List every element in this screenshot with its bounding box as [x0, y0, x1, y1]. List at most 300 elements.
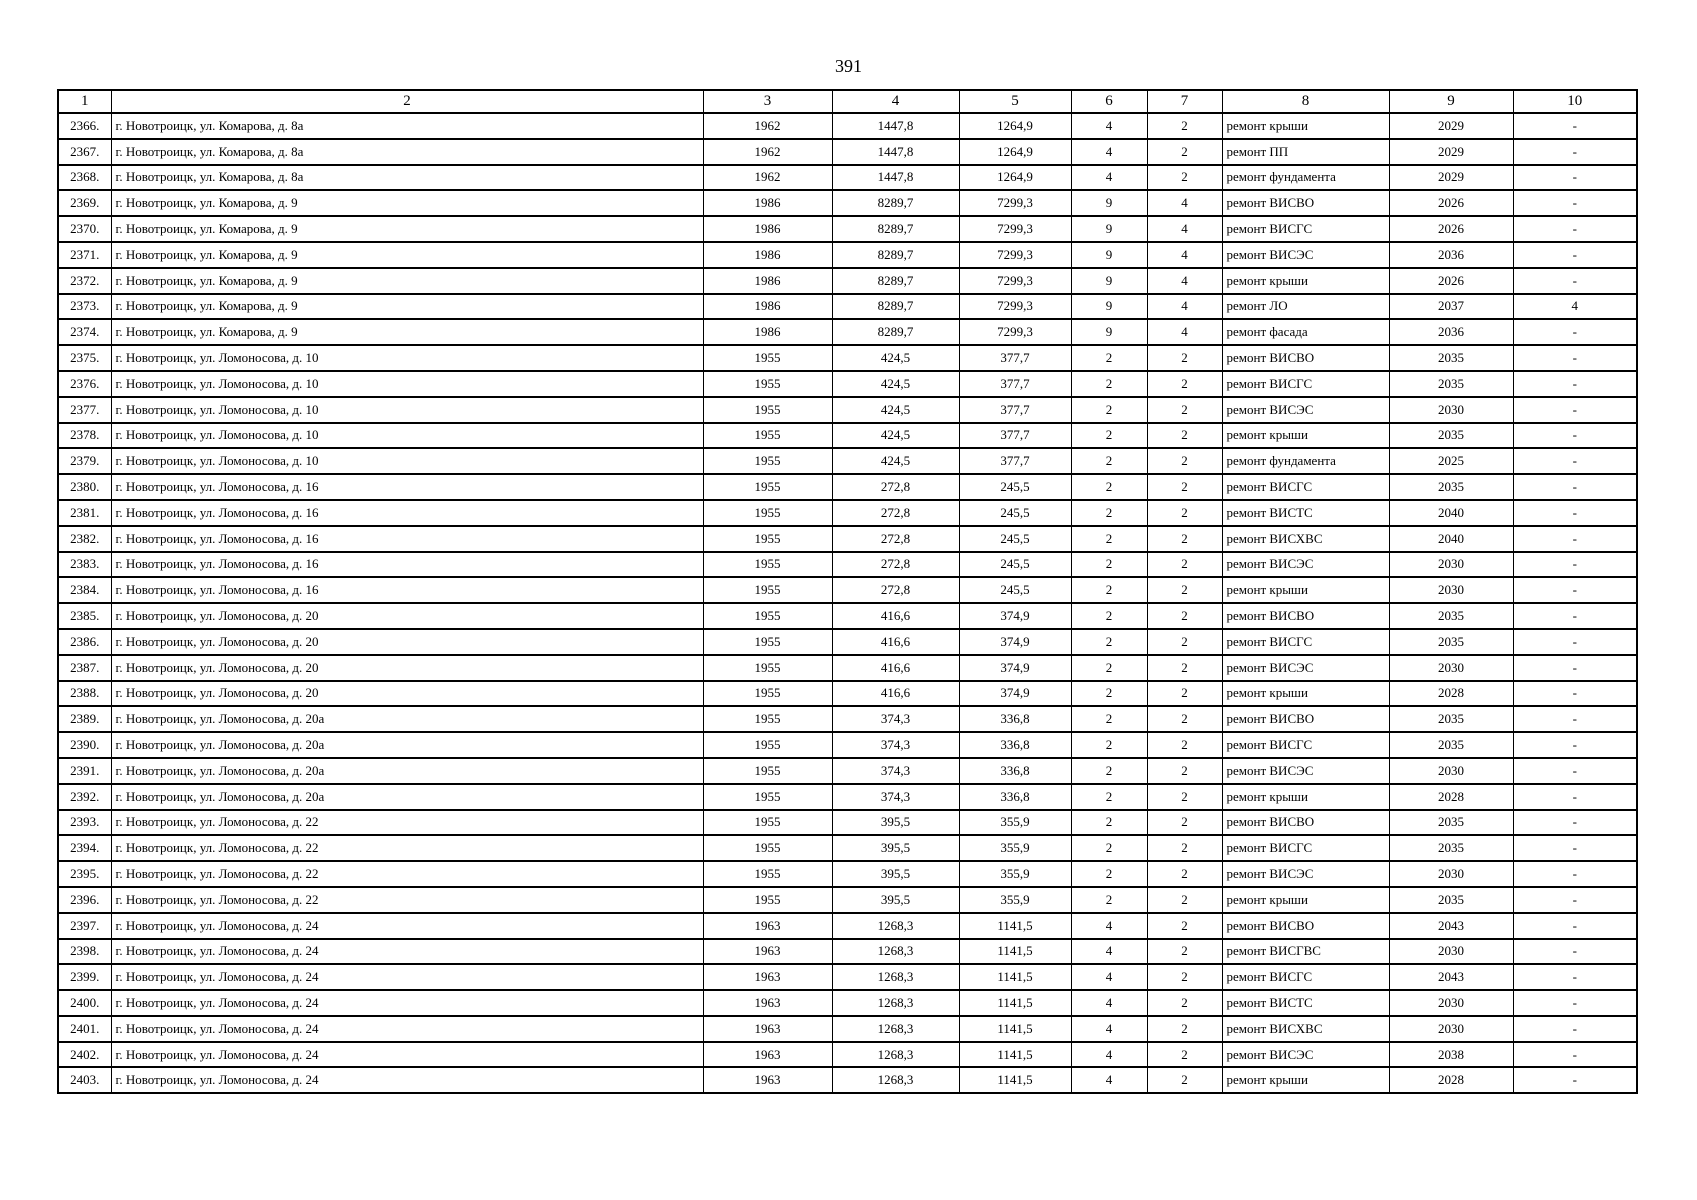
extra-value-cell: - [1513, 810, 1637, 836]
extra-value-cell: - [1513, 758, 1637, 784]
planned-year-cell: 2035 [1389, 603, 1513, 629]
living-area-cell: 1264,9 [959, 165, 1071, 191]
total-area-cell: 272,8 [832, 474, 959, 500]
planned-year-cell: 2029 [1389, 139, 1513, 165]
living-area-cell: 1141,5 [959, 939, 1071, 965]
total-area-cell: 1268,3 [832, 913, 959, 939]
floors-cell: 2 [1071, 655, 1147, 681]
work-type-cell: ремонт фундамента [1222, 448, 1389, 474]
col-floors-header: 6 [1071, 90, 1147, 113]
row-number-cell: 2397. [58, 913, 111, 939]
planned-year-cell: 2036 [1389, 242, 1513, 268]
extra-value-cell: - [1513, 268, 1637, 294]
work-type-cell: ремонт ВИСЭС [1222, 861, 1389, 887]
planned-year-cell: 2035 [1389, 887, 1513, 913]
work-type-cell: ремонт ЛО [1222, 294, 1389, 320]
table-row [58, 629, 1637, 655]
extra-value-cell: - [1513, 500, 1637, 526]
work-type-cell: ремонт ВИСЭС [1222, 552, 1389, 578]
address-cell: г. Новотроицк, ул. Ломоносова, д. 24 [111, 1042, 703, 1068]
entrances-cell: 2 [1147, 835, 1222, 861]
planned-year-cell: 2028 [1389, 681, 1513, 707]
entrances-cell: 2 [1147, 681, 1222, 707]
extra-value-cell: - [1513, 887, 1637, 913]
planned-year-cell: 2043 [1389, 913, 1513, 939]
extra-value-cell: - [1513, 577, 1637, 603]
build-year-cell: 1955 [703, 810, 832, 836]
row-number-cell: 2367. [58, 139, 111, 165]
row-number-cell: 2399. [58, 964, 111, 990]
table-row [58, 397, 1637, 423]
address-cell: г. Новотроицк, ул. Ломоносова, д. 10 [111, 423, 703, 449]
table-row [58, 784, 1637, 810]
build-year-cell: 1962 [703, 165, 832, 191]
total-area-cell: 424,5 [832, 371, 959, 397]
extra-value-cell: 4 [1513, 294, 1637, 320]
extra-value-cell: - [1513, 629, 1637, 655]
floors-cell: 2 [1071, 758, 1147, 784]
living-area-cell: 336,8 [959, 758, 1071, 784]
floors-cell: 4 [1071, 139, 1147, 165]
row-number-cell: 2398. [58, 939, 111, 965]
table-row [58, 913, 1637, 939]
extra-value-cell: - [1513, 190, 1637, 216]
entrances-cell: 2 [1147, 165, 1222, 191]
table-row [58, 319, 1637, 345]
living-area-cell: 1264,9 [959, 113, 1071, 139]
address-cell: г. Новотроицк, ул. Комарова, д. 9 [111, 242, 703, 268]
address-cell: г. Новотроицк, ул. Комарова, д. 9 [111, 294, 703, 320]
extra-value-cell: - [1513, 939, 1637, 965]
planned-year-cell: 2043 [1389, 964, 1513, 990]
total-area-cell: 395,5 [832, 887, 959, 913]
col-planned-year-header: 9 [1389, 90, 1513, 113]
work-type-cell: ремонт фундамента [1222, 165, 1389, 191]
build-year-cell: 1955 [703, 345, 832, 371]
address-cell: г. Новотроицк, ул. Ломоносова, д. 16 [111, 577, 703, 603]
floors-cell: 4 [1071, 939, 1147, 965]
build-year-cell: 1955 [703, 758, 832, 784]
floors-cell: 9 [1071, 294, 1147, 320]
floors-cell: 4 [1071, 964, 1147, 990]
living-area-cell: 377,7 [959, 397, 1071, 423]
build-year-cell: 1955 [703, 681, 832, 707]
planned-year-cell: 2030 [1389, 1016, 1513, 1042]
living-area-cell: 1141,5 [959, 964, 1071, 990]
living-area-cell: 1141,5 [959, 1016, 1071, 1042]
row-number-cell: 2394. [58, 835, 111, 861]
floors-cell: 4 [1071, 990, 1147, 1016]
row-number-cell: 2372. [58, 268, 111, 294]
extra-value-cell: - [1513, 732, 1637, 758]
floors-cell: 9 [1071, 216, 1147, 242]
extra-value-cell: - [1513, 423, 1637, 449]
build-year-cell: 1962 [703, 139, 832, 165]
entrances-cell: 2 [1147, 474, 1222, 500]
floors-cell: 4 [1071, 165, 1147, 191]
floors-cell: 2 [1071, 423, 1147, 449]
total-area-cell: 374,3 [832, 732, 959, 758]
total-area-cell: 8289,7 [832, 319, 959, 345]
floors-cell: 2 [1071, 552, 1147, 578]
work-type-cell: ремонт крыши [1222, 784, 1389, 810]
address-cell: г. Новотроицк, ул. Ломоносова, д. 24 [111, 1067, 703, 1093]
living-area-cell: 374,9 [959, 655, 1071, 681]
address-cell: г. Новотроицк, ул. Ломоносова, д. 22 [111, 887, 703, 913]
table-row [58, 603, 1637, 629]
work-type-cell: ремонт ВИСВО [1222, 913, 1389, 939]
build-year-cell: 1955 [703, 706, 832, 732]
planned-year-cell: 2036 [1389, 319, 1513, 345]
living-area-cell: 7299,3 [959, 294, 1071, 320]
entrances-cell: 2 [1147, 448, 1222, 474]
work-type-cell: ремонт ВИСВО [1222, 190, 1389, 216]
row-number-cell: 2402. [58, 1042, 111, 1068]
table-row [58, 500, 1637, 526]
col-entrances-header: 7 [1147, 90, 1222, 113]
table-row [58, 268, 1637, 294]
extra-value-cell: - [1513, 216, 1637, 242]
extra-value-cell: - [1513, 913, 1637, 939]
table-row [58, 423, 1637, 449]
row-number-cell: 2393. [58, 810, 111, 836]
floors-cell: 2 [1071, 629, 1147, 655]
build-year-cell: 1986 [703, 268, 832, 294]
row-number-cell: 2385. [58, 603, 111, 629]
row-number-cell: 2375. [58, 345, 111, 371]
floors-cell: 4 [1071, 1067, 1147, 1093]
table-row [58, 552, 1637, 578]
entrances-cell: 2 [1147, 758, 1222, 784]
total-area-cell: 416,6 [832, 603, 959, 629]
planned-year-cell: 2030 [1389, 758, 1513, 784]
col-address-header: 2 [111, 90, 703, 113]
row-number-cell: 2366. [58, 113, 111, 139]
table-row [58, 1067, 1637, 1093]
col-extra-header: 10 [1513, 90, 1637, 113]
build-year-cell: 1986 [703, 294, 832, 320]
table-row [58, 835, 1637, 861]
build-year-cell: 1955 [703, 835, 832, 861]
address-cell: г. Новотроицк, ул. Ломоносова, д. 20а [111, 706, 703, 732]
work-type-cell: ремонт крыши [1222, 887, 1389, 913]
living-area-cell: 336,8 [959, 706, 1071, 732]
total-area-cell: 8289,7 [832, 294, 959, 320]
total-area-cell: 8289,7 [832, 268, 959, 294]
total-area-cell: 374,3 [832, 784, 959, 810]
total-area-cell: 424,5 [832, 345, 959, 371]
total-area-cell: 1447,8 [832, 139, 959, 165]
row-number-cell: 2396. [58, 887, 111, 913]
entrances-cell: 2 [1147, 861, 1222, 887]
total-area-cell: 424,5 [832, 397, 959, 423]
row-number-cell: 2377. [58, 397, 111, 423]
floors-cell: 2 [1071, 474, 1147, 500]
row-number-cell: 2370. [58, 216, 111, 242]
build-year-cell: 1955 [703, 474, 832, 500]
planned-year-cell: 2035 [1389, 732, 1513, 758]
entrances-cell: 2 [1147, 655, 1222, 681]
planned-year-cell: 2029 [1389, 113, 1513, 139]
entrances-cell: 4 [1147, 242, 1222, 268]
row-number-cell: 2391. [58, 758, 111, 784]
entrances-cell: 2 [1147, 732, 1222, 758]
total-area-cell: 1447,8 [832, 113, 959, 139]
col-number-header: 1 [58, 90, 111, 113]
total-area-cell: 272,8 [832, 552, 959, 578]
total-area-cell: 416,6 [832, 629, 959, 655]
table-row [58, 939, 1637, 965]
extra-value-cell: - [1513, 990, 1637, 1016]
total-area-cell: 1268,3 [832, 964, 959, 990]
entrances-cell: 2 [1147, 939, 1222, 965]
table-row [58, 113, 1637, 139]
build-year-cell: 1955 [703, 500, 832, 526]
work-type-cell: ремонт крыши [1222, 1067, 1389, 1093]
living-area-cell: 7299,3 [959, 268, 1071, 294]
planned-year-cell: 2026 [1389, 216, 1513, 242]
floors-cell: 2 [1071, 835, 1147, 861]
entrances-cell: 2 [1147, 810, 1222, 836]
address-cell: г. Новотроицк, ул. Комарова, д. 9 [111, 216, 703, 242]
living-area-cell: 1264,9 [959, 139, 1071, 165]
floors-cell: 2 [1071, 371, 1147, 397]
total-area-cell: 424,5 [832, 448, 959, 474]
row-number-cell: 2388. [58, 681, 111, 707]
extra-value-cell: - [1513, 319, 1637, 345]
planned-year-cell: 2030 [1389, 990, 1513, 1016]
entrances-cell: 2 [1147, 371, 1222, 397]
work-type-cell: ремонт ВИСГС [1222, 964, 1389, 990]
total-area-cell: 395,5 [832, 861, 959, 887]
row-number-cell: 2401. [58, 1016, 111, 1042]
work-type-cell: ремонт ВИСГС [1222, 474, 1389, 500]
entrances-cell: 2 [1147, 1067, 1222, 1093]
living-area-cell: 355,9 [959, 887, 1071, 913]
table-row [58, 810, 1637, 836]
address-cell: г. Новотроицк, ул. Ломоносова, д. 20а [111, 784, 703, 810]
row-number-cell: 2379. [58, 448, 111, 474]
row-number-cell: 2376. [58, 371, 111, 397]
total-area-cell: 424,5 [832, 423, 959, 449]
build-year-cell: 1955 [703, 784, 832, 810]
planned-year-cell: 2038 [1389, 1042, 1513, 1068]
table-row [58, 681, 1637, 707]
work-type-cell: ремонт ВИСГС [1222, 371, 1389, 397]
table-row [58, 706, 1637, 732]
table-row [58, 216, 1637, 242]
work-type-cell: ремонт ВИСЭС [1222, 655, 1389, 681]
entrances-cell: 4 [1147, 319, 1222, 345]
floors-cell: 2 [1071, 681, 1147, 707]
planned-year-cell: 2026 [1389, 268, 1513, 294]
table-row [58, 577, 1637, 603]
build-year-cell: 1986 [703, 190, 832, 216]
row-number-cell: 2368. [58, 165, 111, 191]
floors-cell: 2 [1071, 810, 1147, 836]
extra-value-cell: - [1513, 242, 1637, 268]
address-cell: г. Новотроицк, ул. Ломоносова, д. 10 [111, 397, 703, 423]
table-header-row [58, 90, 1637, 113]
living-area-cell: 355,9 [959, 810, 1071, 836]
work-type-cell: ремонт ВИСВО [1222, 810, 1389, 836]
entrances-cell: 2 [1147, 500, 1222, 526]
extra-value-cell: - [1513, 835, 1637, 861]
floors-cell: 4 [1071, 1042, 1147, 1068]
entrances-cell: 4 [1147, 268, 1222, 294]
extra-value-cell: - [1513, 165, 1637, 191]
work-type-cell: ремонт ВИСГС [1222, 732, 1389, 758]
total-area-cell: 1268,3 [832, 939, 959, 965]
extra-value-cell: - [1513, 371, 1637, 397]
extra-value-cell: - [1513, 603, 1637, 629]
living-area-cell: 336,8 [959, 732, 1071, 758]
work-type-cell: ремонт ВИСГС [1222, 629, 1389, 655]
floors-cell: 9 [1071, 319, 1147, 345]
extra-value-cell: - [1513, 526, 1637, 552]
work-type-cell: ремонт фасада [1222, 319, 1389, 345]
work-type-cell: ремонт ВИСЭС [1222, 1042, 1389, 1068]
work-type-cell: ремонт крыши [1222, 113, 1389, 139]
entrances-cell: 2 [1147, 552, 1222, 578]
col-living-area-header: 5 [959, 90, 1071, 113]
extra-value-cell: - [1513, 784, 1637, 810]
work-type-cell: ремонт ВИСГС [1222, 216, 1389, 242]
address-cell: г. Новотроицк, ул. Ломоносова, д. 20 [111, 681, 703, 707]
living-area-cell: 1141,5 [959, 913, 1071, 939]
entrances-cell: 2 [1147, 887, 1222, 913]
row-number-cell: 2373. [58, 294, 111, 320]
extra-value-cell: - [1513, 681, 1637, 707]
extra-value-cell: - [1513, 448, 1637, 474]
table-row [58, 655, 1637, 681]
planned-year-cell: 2040 [1389, 526, 1513, 552]
floors-cell: 2 [1071, 784, 1147, 810]
floors-cell: 2 [1071, 732, 1147, 758]
work-type-cell: ремонт ВИСТС [1222, 500, 1389, 526]
living-area-cell: 374,9 [959, 603, 1071, 629]
extra-value-cell: - [1513, 1042, 1637, 1068]
entrances-cell: 2 [1147, 423, 1222, 449]
row-number-cell: 2389. [58, 706, 111, 732]
floors-cell: 2 [1071, 448, 1147, 474]
extra-value-cell: - [1513, 345, 1637, 371]
planned-year-cell: 2030 [1389, 939, 1513, 965]
row-number-cell: 2382. [58, 526, 111, 552]
row-number-cell: 2378. [58, 423, 111, 449]
work-type-cell: ремонт ВИСВО [1222, 345, 1389, 371]
floors-cell: 2 [1071, 887, 1147, 913]
living-area-cell: 1141,5 [959, 1067, 1071, 1093]
row-number-cell: 2392. [58, 784, 111, 810]
total-area-cell: 8289,7 [832, 216, 959, 242]
address-cell: г. Новотроицк, ул. Ломоносова, д. 16 [111, 474, 703, 500]
work-type-cell: ремонт ВИСХВС [1222, 526, 1389, 552]
floors-cell: 2 [1071, 526, 1147, 552]
floors-cell: 4 [1071, 913, 1147, 939]
table-row [58, 758, 1637, 784]
entrances-cell: 2 [1147, 706, 1222, 732]
planned-year-cell: 2026 [1389, 190, 1513, 216]
address-cell: г. Новотроицк, ул. Ломоносова, д. 20 [111, 603, 703, 629]
build-year-cell: 1955 [703, 732, 832, 758]
planned-year-cell: 2035 [1389, 810, 1513, 836]
floors-cell: 2 [1071, 603, 1147, 629]
build-year-cell: 1963 [703, 1067, 832, 1093]
work-type-cell: ремонт ВИСГС [1222, 835, 1389, 861]
entrances-cell: 2 [1147, 139, 1222, 165]
planned-year-cell: 2028 [1389, 784, 1513, 810]
living-area-cell: 1141,5 [959, 990, 1071, 1016]
planned-year-cell: 2030 [1389, 397, 1513, 423]
table-row [58, 1042, 1637, 1068]
living-area-cell: 7299,3 [959, 319, 1071, 345]
floors-cell: 2 [1071, 500, 1147, 526]
entrances-cell: 2 [1147, 345, 1222, 371]
living-area-cell: 377,7 [959, 345, 1071, 371]
address-cell: г. Новотроицк, ул. Ломоносова, д. 24 [111, 990, 703, 1016]
total-area-cell: 416,6 [832, 681, 959, 707]
floors-cell: 2 [1071, 577, 1147, 603]
living-area-cell: 245,5 [959, 526, 1071, 552]
living-area-cell: 374,9 [959, 681, 1071, 707]
address-cell: г. Новотроицк, ул. Ломоносова, д. 22 [111, 810, 703, 836]
work-type-cell: ремонт крыши [1222, 423, 1389, 449]
work-type-cell: ремонт ПП [1222, 139, 1389, 165]
total-area-cell: 8289,7 [832, 190, 959, 216]
floors-cell: 9 [1071, 268, 1147, 294]
total-area-cell: 8289,7 [832, 242, 959, 268]
extra-value-cell: - [1513, 861, 1637, 887]
total-area-cell: 374,3 [832, 706, 959, 732]
entrances-cell: 4 [1147, 216, 1222, 242]
work-type-cell: ремонт ВИСХВС [1222, 1016, 1389, 1042]
col-work-type-header: 8 [1222, 90, 1389, 113]
work-type-cell: ремонт ВИСЭС [1222, 397, 1389, 423]
living-area-cell: 245,5 [959, 577, 1071, 603]
living-area-cell: 245,5 [959, 500, 1071, 526]
entrances-cell: 2 [1147, 577, 1222, 603]
total-area-cell: 1268,3 [832, 990, 959, 1016]
planned-year-cell: 2028 [1389, 1067, 1513, 1093]
planned-year-cell: 2035 [1389, 835, 1513, 861]
address-cell: г. Новотроицк, ул. Ломоносова, д. 20а [111, 758, 703, 784]
work-type-cell: ремонт ВИСГВС [1222, 939, 1389, 965]
extra-value-cell: - [1513, 552, 1637, 578]
build-year-cell: 1955 [703, 397, 832, 423]
address-cell: г. Новотроицк, ул. Ломоносова, д. 10 [111, 371, 703, 397]
extra-value-cell: - [1513, 1067, 1637, 1093]
address-cell: г. Новотроицк, ул. Ломоносова, д. 22 [111, 835, 703, 861]
living-area-cell: 245,5 [959, 474, 1071, 500]
table-row [58, 139, 1637, 165]
entrances-cell: 4 [1147, 190, 1222, 216]
table-row [58, 474, 1637, 500]
total-area-cell: 272,8 [832, 577, 959, 603]
address-cell: г. Новотроицк, ул. Ломоносова, д. 20 [111, 655, 703, 681]
total-area-cell: 272,8 [832, 526, 959, 552]
entrances-cell: 2 [1147, 784, 1222, 810]
table-row [58, 861, 1637, 887]
table-row [58, 526, 1637, 552]
planned-year-cell: 2035 [1389, 629, 1513, 655]
work-type-cell: ремонт ВИСЭС [1222, 242, 1389, 268]
total-area-cell: 374,3 [832, 758, 959, 784]
address-cell: г. Новотроицк, ул. Ломоносова, д. 10 [111, 345, 703, 371]
planned-year-cell: 2035 [1389, 423, 1513, 449]
build-year-cell: 1963 [703, 913, 832, 939]
extra-value-cell: - [1513, 397, 1637, 423]
